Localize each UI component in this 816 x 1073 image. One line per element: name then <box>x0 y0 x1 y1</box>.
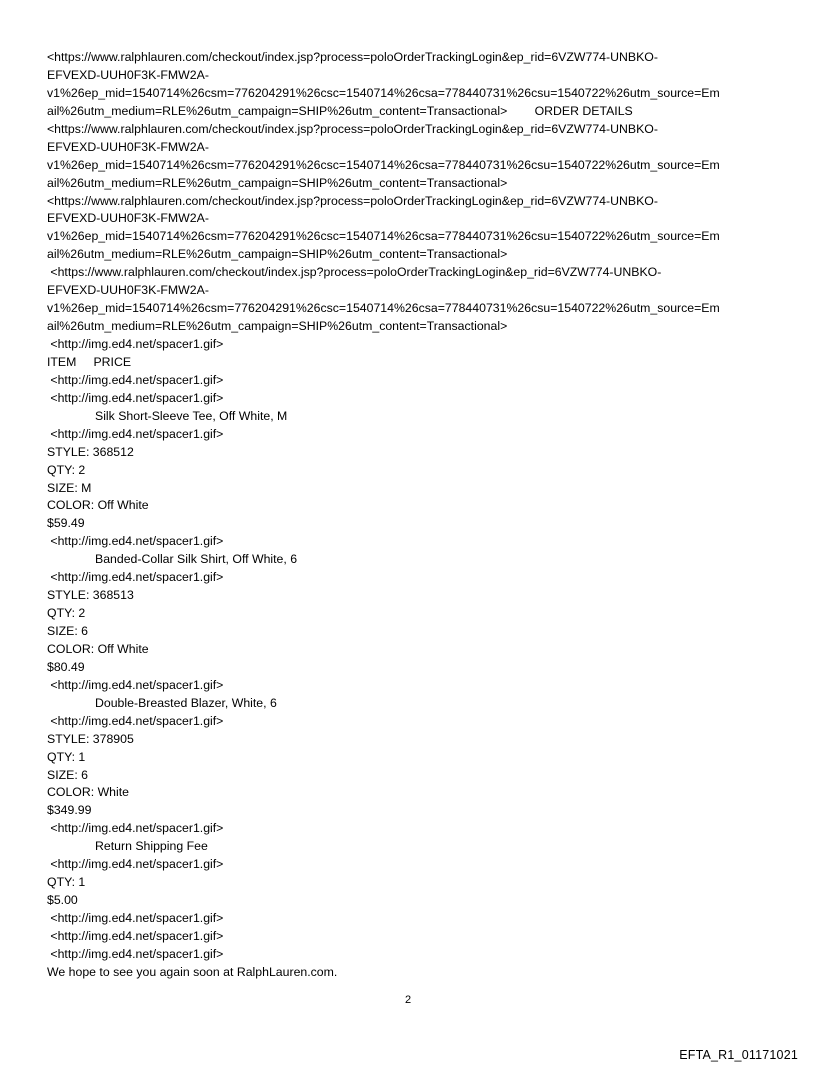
item-qty: QTY: 2 <box>47 606 86 621</box>
order-tracking-link[interactable]: v1%26ep_mid=1540714%26csm=776204291%26csc=1540714%26csa=778440731%26csu=1540722%26utm_source=Em <box>47 229 720 244</box>
order-tracking-link[interactable]: v1%26ep_mid=1540714%26csm=776204291%26csc=1540714%26csa=778440731%26csu=1540722%26utm_source=Em <box>47 301 720 316</box>
order-tracking-link[interactable]: EFVEXD-UUH0F3K-FMW2A- <box>47 211 209 226</box>
order-tracking-link[interactable]: ail%26utm_medium=RLE%26utm_campaign=SHIP%26utm_content=Transactional> <box>47 175 508 190</box>
item-qty: QTY: 2 <box>47 462 86 477</box>
item-name: Banded-Collar Silk Shirt, Off White, 6 <box>95 552 298 567</box>
item-price: $349.99 <box>47 803 92 818</box>
item-name: Return Shipping Fee <box>95 839 208 854</box>
item-style: STYLE: 368513 <box>47 588 134 603</box>
item-style: STYLE: 378905 <box>47 731 134 746</box>
item-price: $5.00 <box>47 893 78 908</box>
order-tracking-link[interactable]: <https://www.ralphlauren.com/checkout/index.jsp?process=poloOrderTrackingLogin&ep_rid=6VZW774-UNBKO- <box>47 121 658 136</box>
spacer-image-link[interactable]: <http://img.ed4.net/spacer1.gif> <box>47 928 224 943</box>
item-price: $80.49 <box>47 659 85 674</box>
page-number: 2 <box>404 994 412 1006</box>
spacer-image-link[interactable]: <http://img.ed4.net/spacer1.gif> <box>47 534 224 549</box>
item-qty: QTY: 1 <box>47 749 86 764</box>
item-color: COLOR: Off White <box>47 498 149 513</box>
spacer-image-link[interactable]: <http://img.ed4.net/spacer1.gif> <box>47 337 224 351</box>
order-tracking-link[interactable]: <https://www.ralphlauren.com/checkout/index.jsp?process=poloOrderTrackingLogin&ep_rid=6VZW774-UNBKO- <box>47 50 658 64</box>
item-style: STYLE: 368512 <box>47 444 134 459</box>
item-size: SIZE: M <box>47 480 92 495</box>
item-color: COLOR: Off White <box>47 641 149 656</box>
order-tracking-link[interactable]: EFVEXD-UUH0F3K-FMW2A- <box>47 139 209 154</box>
spacer-image-link[interactable]: <http://img.ed4.net/spacer1.gif> <box>47 372 224 387</box>
order-tracking-link[interactable]: ail%26utm_medium=RLE%26utm_campaign=SHIP%26utm_content=Transactional> <box>47 247 508 262</box>
order-tracking-link[interactable]: v1%26ep_mid=1540714%26csm=776204291%26csc=1540714%26csa=778440731%26csu=1540722%26utm_source=Em <box>47 157 720 172</box>
spacer-image-link[interactable]: <http://img.ed4.net/spacer1.gif> <box>47 390 224 405</box>
item-name: Silk Short-Sleeve Tee, Off White, M <box>95 408 288 423</box>
item-price: $59.49 <box>47 516 85 531</box>
spacer-image-link[interactable]: <http://img.ed4.net/spacer1.gif> <box>47 821 224 836</box>
item-color: COLOR: White <box>47 785 129 800</box>
order-tracking-link[interactable]: EFVEXD-UUH0F3K-FMW2A- <box>47 67 209 82</box>
spacer-image-link[interactable]: <http://img.ed4.net/spacer1.gif> <box>47 426 224 441</box>
order-tracking-link[interactable]: <https://www.ralphlauren.com/checkout/index.jsp?process=poloOrderTrackingLogin&ep_rid=6VZW774-UNBKO- <box>47 193 658 208</box>
item-size: SIZE: 6 <box>47 624 89 638</box>
closing-message: We hope to see you again soon at RalphLauren.com. <box>47 964 338 979</box>
order-details-heading-line[interactable]: ail%26utm_medium=RLE%26utm_campaign=SHIP%26utm_content=Transactional> ORDER DETAILS <box>47 103 633 118</box>
spacer-image-link[interactable]: <http://img.ed4.net/spacer1.gif> <box>47 570 224 585</box>
email-body <box>47 49 772 982</box>
spacer-image-link[interactable]: <http://img.ed4.net/spacer1.gif> <box>47 713 224 728</box>
spacer-image-link[interactable]: <http://img.ed4.net/spacer1.gif> <box>47 677 224 692</box>
item-size: SIZE: 6 <box>47 767 89 782</box>
item-name: Double-Breasted Blazer, White, 6 <box>95 695 277 710</box>
order-tracking-link[interactable]: <https://www.ralphlauren.com/checkout/index.jsp?process=poloOrderTrackingLogin&ep_rid=6VZW774-UNBKO- <box>47 265 662 280</box>
spacer-image-link[interactable]: <http://img.ed4.net/spacer1.gif> <box>47 946 224 961</box>
document-id-footer: EFTA_R1_01171021 <box>679 1048 798 1062</box>
item-price-header: ITEM PRICE <box>47 354 132 369</box>
item-qty: QTY: 1 <box>47 875 86 890</box>
order-tracking-link[interactable]: v1%26ep_mid=1540714%26csm=776204291%26csc=1540714%26csa=778440731%26csu=1540722%26utm_source=Em <box>47 85 720 100</box>
order-tracking-link[interactable]: ail%26utm_medium=RLE%26utm_campaign=SHIP%26utm_content=Transactional> <box>47 319 508 334</box>
order-tracking-link[interactable]: EFVEXD-UUH0F3K-FMW2A- <box>47 283 209 298</box>
spacer-image-link[interactable]: <http://img.ed4.net/spacer1.gif> <box>47 911 224 925</box>
spacer-image-link[interactable]: <http://img.ed4.net/spacer1.gif> <box>47 857 224 872</box>
